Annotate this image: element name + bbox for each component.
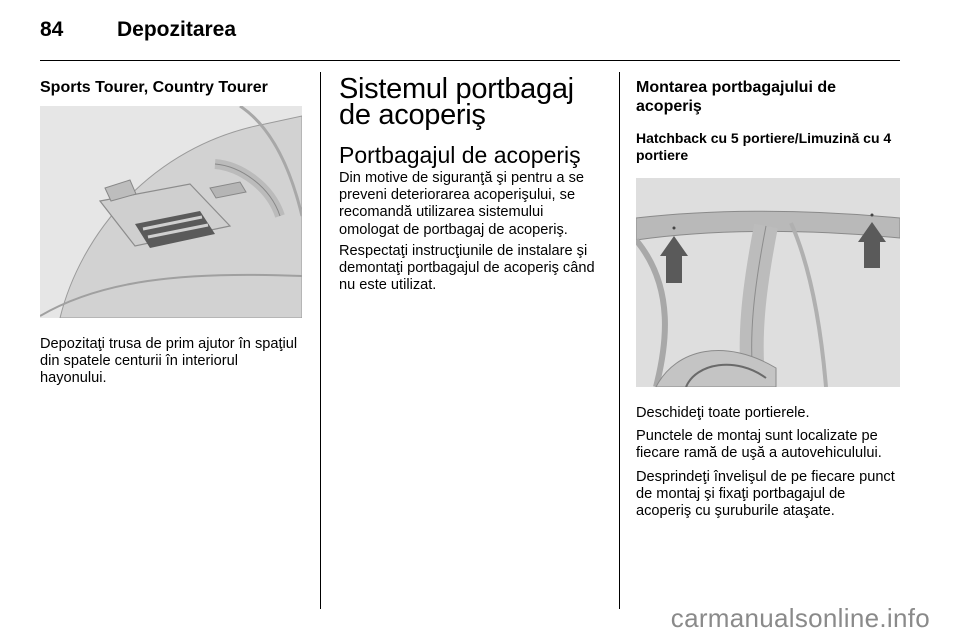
column-right <box>636 72 902 164</box>
paragraph-attach-rack: Desprindeţi învelişul de pe fiecare punct de montaj şi fixaţi portbagajul de acoperiş cu şuruburile ataşate. <box>636 468 895 520</box>
illustration-mounting-points <box>636 178 900 387</box>
subheading-hatchback: Hatchback cu 5 portiere/Limuzină cu 4 portiere <box>636 130 892 163</box>
header-rule <box>40 60 900 61</box>
column-middle <box>339 72 605 294</box>
paragraph-instructions: Respectaţi instrucţiunile de instalare şi demontaţi portbagajul de acoperiş când nu este utilizat. <box>339 242 595 294</box>
paragraph-safety: Din motive de siguranţă şi pentru a se preveni deteriorarea acoperişului, se recomandă utilizarea sistemului omologat de portbagaj de acoperiş. <box>339 170 584 238</box>
column-divider-left <box>320 72 321 609</box>
paragraph-mounting-points: Punctele de montaj sunt localizate pe fiecare ramă de uşă a autovehiculului. <box>636 428 882 462</box>
paragraph-open-doors: Deschideţi toate portierele. <box>636 405 810 421</box>
page-header <box>0 0 960 62</box>
page-number: 84 <box>40 18 64 41</box>
paragraph-first-aid: Depozitaţi trusa de prim ajutor în spaţiul din spatele centurii în interiorul hayonului. <box>40 336 298 387</box>
subsection-title-roof-rack: Portbagajul de acoperiş <box>339 142 581 168</box>
section-title-roof-rack-system: Sistemul portbagaj de acoperiş <box>339 73 574 131</box>
column-left-text <box>40 336 304 388</box>
section-heading-sports-tourer: Sports Tourer, Country Tourer <box>40 79 268 96</box>
column-left <box>40 72 304 97</box>
section-heading-mounting: Montarea portbagajului de acoperiş <box>636 79 837 115</box>
chapter-title: Depozitarea <box>117 18 237 41</box>
column-right-text <box>636 405 902 520</box>
column-divider-right <box>619 72 620 609</box>
watermark: carmanualsonline.info <box>670 603 930 633</box>
illustration-first-aid-storage <box>40 106 302 318</box>
